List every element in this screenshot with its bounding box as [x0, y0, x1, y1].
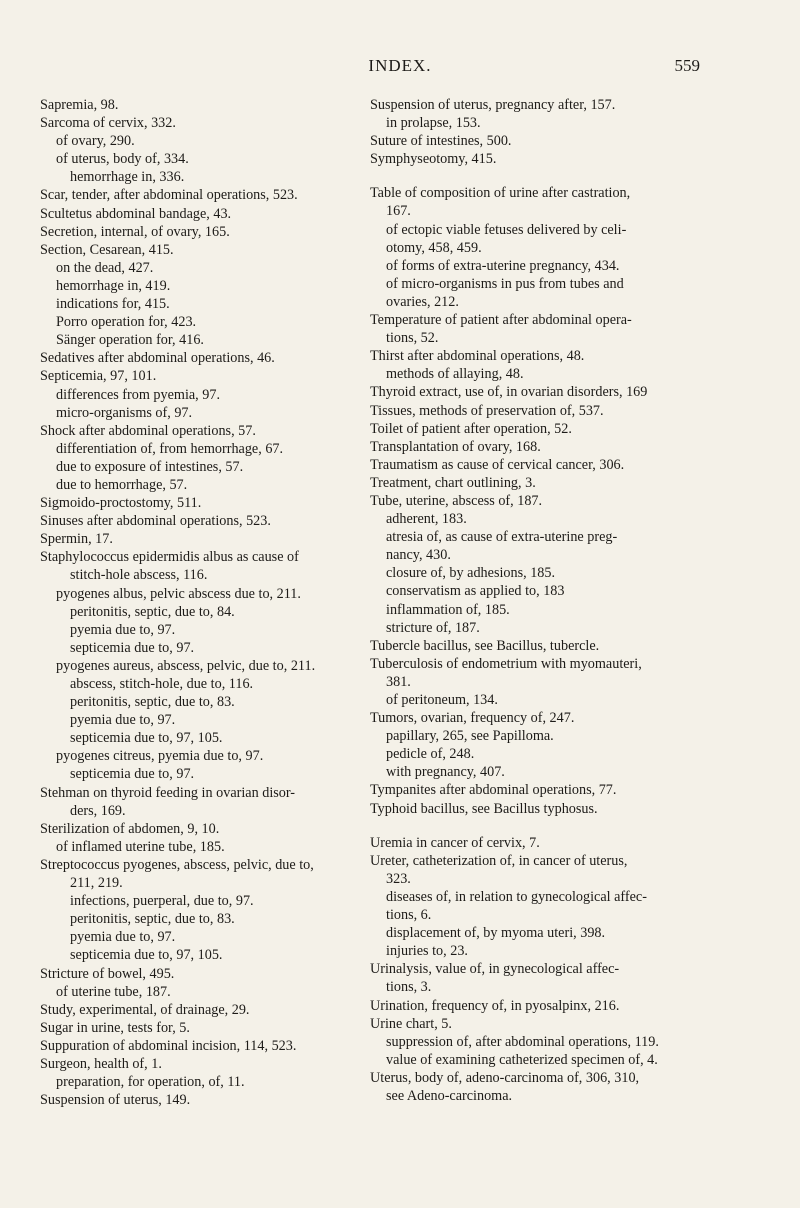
index-subentry: 323.: [386, 870, 411, 887]
index-subentry: 211, 219.: [70, 875, 123, 892]
index-entry: Tube, uterine, abscess of, 187.: [370, 492, 543, 509]
index-column-left: [40, 96, 348, 1109]
index-subentry: hemorrhage in, 419.: [56, 277, 171, 294]
index-subentry: value of examining catheterized specimen of, 4.: [386, 1051, 658, 1068]
page-title: INDEX.: [368, 56, 432, 75]
index-entry: Symphyseotomy, 415.: [370, 151, 497, 168]
index-subentry: of forms of extra-uterine pregnancy, 434.: [386, 257, 620, 274]
index-entry: Scar, tender, after abdominal operations, 523.: [40, 187, 298, 204]
index-subentry: of ovary, 290.: [56, 133, 135, 150]
index-entry: Stricture of bowel, 495.: [40, 965, 175, 982]
index-subentry: suppression of, after abdominal operations, 119.: [386, 1033, 659, 1050]
index-entry: Urination, frequency of, in pyosalpinx, 216.: [370, 997, 620, 1014]
index-subentry: preparation, for operation, of, 11.: [56, 1074, 245, 1091]
index-subentry: of uterus, body of, 334.: [56, 151, 189, 168]
index-entry: Tumors, ovarian, frequency of, 247.: [370, 710, 575, 727]
index-subentry: with pregnancy, 407.: [386, 764, 505, 781]
index-entry: Ureter, catheterization of, in cancer of uterus,: [370, 852, 628, 869]
index-entry: Tuberculosis of endometrium with myomauteri,: [370, 655, 642, 672]
index-entry: Sarcoma of cervix, 332.: [40, 115, 176, 132]
index-subentry: ders, 169.: [70, 802, 126, 819]
index-entry: Urine chart, 5.: [370, 1015, 452, 1032]
index-subentry: otomy, 458, 459.: [386, 239, 482, 256]
index-entry: Stehman on thyroid feeding in ovarian disor-: [40, 784, 296, 801]
index-subentry: in prolapse, 153.: [386, 115, 481, 132]
index-subentry: papillary, 265, see Papilloma.: [386, 728, 554, 745]
index-entry: Suspension of uterus, pregnancy after, 157.: [370, 97, 616, 113]
index-entry: Sapremia, 98.: [40, 97, 119, 113]
index-subentry: of uterine tube, 187.: [56, 983, 171, 1000]
index-subentry: tions, 3.: [386, 979, 432, 996]
index-subentry: septicemia due to, 97.: [70, 766, 195, 783]
index-entry: Suture of intestines, 500.: [370, 133, 512, 150]
index-entry: Study, experimental, of drainage, 29.: [40, 1001, 250, 1018]
index-entry: Spermin, 17.: [40, 531, 113, 548]
index-subentry: micro-organisms of, 97.: [56, 404, 193, 421]
index-subentry: injuries to, 23.: [386, 943, 468, 960]
index-entry: Tympanites after abdominal operations, 77.: [370, 782, 617, 799]
page-header: [0, 56, 800, 80]
index-entry: Thyroid extract, use of, in ovarian disorders, 169: [370, 384, 648, 401]
index-subentry: of micro-organisms in pus from tubes and: [386, 275, 624, 292]
index-subentry: pyemia due to, 97.: [70, 621, 176, 638]
index-subentry: septicemia due to, 97, 105.: [70, 947, 223, 964]
index-subentry: pyemia due to, 97.: [70, 712, 176, 729]
index-subentry: atresia of, as cause of extra-uterine preg-: [386, 529, 618, 546]
index-entry: Traumatism as cause of cervical cancer, 306.: [370, 456, 625, 473]
index-subentry: pyogenes aureus, abscess, pelvic, due to, 211.: [56, 657, 316, 674]
index-entry: Section, Cesarean, 415.: [40, 241, 174, 258]
index-subentry: tions, 52.: [386, 330, 439, 347]
index-subentry: on the dead, 427.: [56, 259, 154, 276]
index-entry: Uremia in cancer of cervix, 7.: [370, 834, 540, 851]
index-subentry: 167.: [386, 203, 411, 220]
index-entry: Sedatives after abdominal operations, 46.: [40, 350, 275, 367]
index-entry: Transplantation of ovary, 168.: [370, 438, 541, 455]
index-subentry: diseases of, in relation to gynecological affec-: [386, 888, 647, 905]
index-entry: Shock after abdominal operations, 57.: [40, 422, 256, 439]
index-subentry: differences from pyemia, 97.: [56, 386, 221, 403]
index-subentry: peritonitis, septic, due to, 83.: [70, 694, 235, 711]
index-entry: Suspension of uterus, 149.: [40, 1092, 191, 1109]
index-subentry: tions, 6.: [386, 907, 432, 924]
index-subentry: of peritoneum, 134.: [386, 692, 498, 708]
index-subentry: peritonitis, septic, due to, 83.: [70, 911, 235, 928]
index-subentry: displacement of, by myoma uteri, 398.: [386, 925, 606, 942]
index-subentry: nancy, 430.: [386, 547, 451, 564]
index-subentry: Porro operation for, 423.: [56, 314, 197, 331]
index-subentry: due to hemorrhage, 57.: [56, 476, 188, 493]
index-subentry: methods of allaying, 48.: [386, 366, 524, 383]
index-entry: Uterus, body of, adeno-carcinoma of, 306, 310,: [370, 1069, 640, 1086]
index-entry: Septicemia, 97, 101.: [40, 368, 157, 385]
index-entry: Thirst after abdominal operations, 48.: [370, 348, 585, 365]
index-entry: Table of composition of urine after castration,: [370, 185, 631, 202]
index-entry: Treatment, chart outlining, 3.: [370, 474, 536, 491]
index-subentry: hemorrhage in, 336.: [70, 169, 185, 186]
index-subentry: of ectopic viable fetuses delivered by celi-: [386, 221, 627, 238]
index-subentry: abscess, stitch-hole, due to, 116.: [70, 676, 254, 692]
index-subentry: due to exposure of intestines, 57.: [56, 458, 244, 475]
index-subentry: stricture of, 187.: [386, 619, 480, 636]
index-subentry: pedicle of, 248.: [386, 746, 475, 763]
index-entry: Urinalysis, value of, in gynecological affec-: [370, 961, 620, 978]
index-subentry: 381.: [386, 673, 411, 690]
index-subentry: differentiation of, from hemorrhage, 67.: [56, 440, 284, 457]
index-subentry: inflammation of, 185.: [386, 601, 510, 618]
index-entry: Toilet of patient after operation, 52.: [370, 420, 572, 437]
index-entry: Sugar in urine, tests for, 5.: [40, 1019, 190, 1036]
index-subentry: pyemia due to, 97.: [70, 929, 176, 946]
index-subentry: ovaries, 212.: [386, 293, 459, 310]
index-entry: Typhoid bacillus, see Bacillus typhosus.: [370, 800, 598, 817]
index-column-right: [370, 96, 708, 1105]
index-subentry: peritonitis, septic, due to, 84.: [70, 603, 235, 620]
index-entry: Tubercle bacillus, see Bacillus, tubercle.: [370, 637, 600, 654]
index-entry: Staphylococcus epidermidis albus as cause of: [40, 549, 299, 566]
index-subentry: conservatism as applied to, 183: [386, 583, 565, 600]
index-entry: Sigmoido-proctostomy, 511.: [40, 495, 202, 512]
index-subentry: Sänger operation for, 416.: [56, 332, 204, 349]
index-subentry: closure of, by adhesions, 185.: [386, 565, 556, 582]
index-subentry: pyogenes citreus, pyemia due to, 97.: [56, 748, 264, 765]
index-entry: Scultetus abdominal bandage, 43.: [40, 205, 232, 222]
index-subentry: stitch-hole abscess, 116.: [70, 567, 208, 584]
section-gap: [370, 818, 708, 834]
index-subentry: of inflamed uterine tube, 185.: [56, 838, 225, 855]
index-entry: Suppuration of abdominal incision, 114, 523.: [40, 1037, 297, 1054]
index-entry: Secretion, internal, of ovary, 165.: [40, 223, 230, 240]
index-subentry: indications for, 415.: [56, 296, 170, 313]
index-entry: Temperature of patient after abdominal opera-: [370, 312, 632, 329]
index-subentry: see Adeno-carcinoma.: [386, 1087, 513, 1104]
index-subentry: septicemia due to, 97.: [70, 639, 195, 656]
index-subentry: pyogenes albus, pelvic abscess due to, 211.: [56, 585, 301, 602]
index-entry: Surgeon, health of, 1.: [40, 1055, 162, 1072]
section-gap: [370, 168, 708, 184]
page-number: 559: [674, 56, 700, 75]
index-subentry: septicemia due to, 97, 105.: [70, 730, 223, 747]
index-entry: Sterilization of abdomen, 9, 10.: [40, 820, 220, 837]
index-subentry: infections, puerperal, due to, 97.: [70, 893, 254, 910]
index-entry: Streptococcus pyogenes, abscess, pelvic, due to,: [40, 856, 314, 873]
index-entry: Sinuses after abdominal operations, 523.: [40, 513, 271, 530]
index-subentry: adherent, 183.: [386, 511, 467, 528]
index-entry: Tissues, methods of preservation of, 537.: [370, 402, 604, 419]
